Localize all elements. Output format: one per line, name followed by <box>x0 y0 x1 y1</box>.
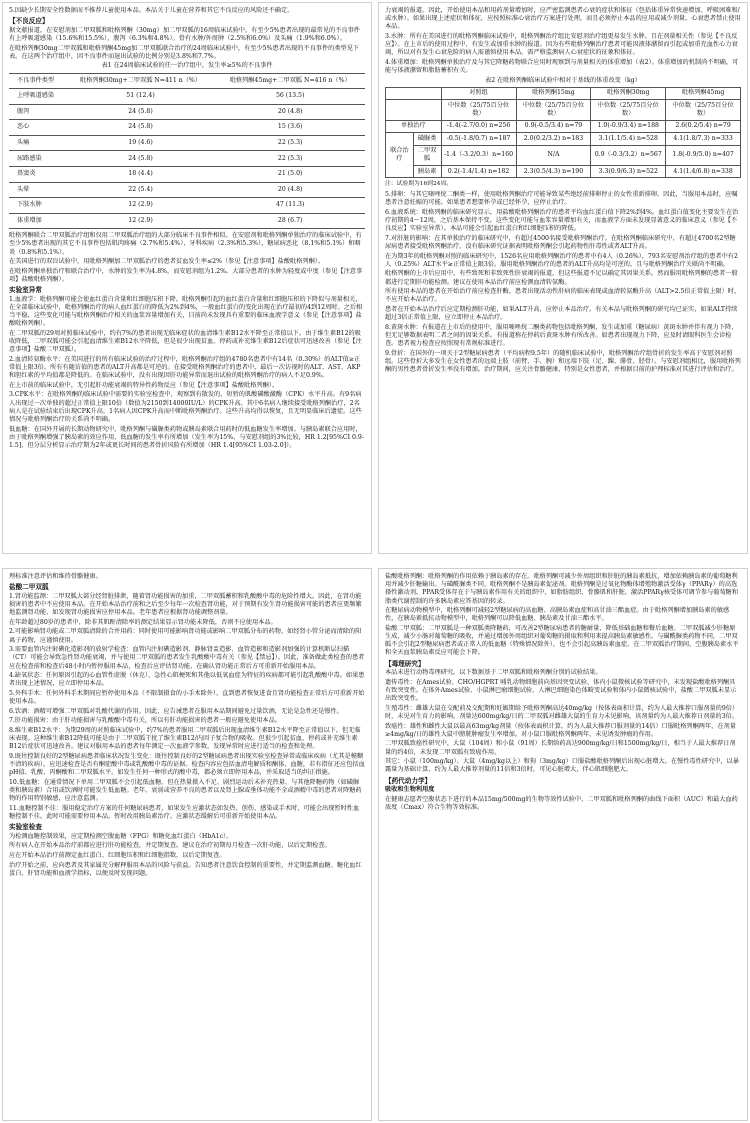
page-panel-1 <box>2 2 372 554</box>
paragraph: 7.对肝脏的影响：在其单独治疗的临床研究中，有超过4500名接受吡格列酮治疗。在吡格列酮临床研究中，有超过4700名2型糖尿病患者接受吡格列酮治疗。没有临床研究证据表明吡格列酮会引起药物性肝毒性或者ALT升高。 <box>385 234 736 251</box>
table-cell: 二甲双胍 <box>413 145 441 166</box>
paragraph: 8.维生素B12水平：为期29周的对照临床试验中，约7%的患者服用二甲双胍后出现血清维生素B12水平降至正常值以下，但无临床表现。这种维生素B12降低可能是由于二甲双胍干扰了维生素B12/内因子复合物的吸收。但很少引起贫血，停药或补充维生素B12后症状可迅速改善。建议对服用本品的患者每年测定一次血液学参数，发现异常时应进行适当的检查和处理。 <box>9 726 361 751</box>
paragraph: 5.排卵：与其它噻唑烷二酮类一样，使用吡格列酮治疗可能导致某些绝经前排卵停止的女性重新排卵。因此，当服用本品时，应嘱患者注意妊娠的可能。如果患者想要怀孕或已经怀孕，应停止治疗。 <box>385 191 738 207</box>
paragraph: 吡格列酮的上市后应用中，有些致死和非致死性肝衰竭的报道，但这些报道不足以确定其因果关系。然而服用吡格列酮的患者一般都进行定期肝功能检测。建议在使用本品治疗前应检测血清转氨酶。 <box>385 270 738 286</box>
table-header-row <box>9 73 365 89</box>
table-header-cell <box>386 87 442 99</box>
paragraph: 致癌性：雄性和雌性大鼠以最高63mg/kg剂量（按体表面积计算，约为人最大推荐口服剂量的14倍）口服吡格列酮两年，在剂量≥4mg/kg/日的雄性大鼠中膀胱肿瘤发生率增加。对小鼠口服吡格列酮两年，未见诱发肿瘤的作用。 <box>385 722 736 738</box>
paragraph: 2.可能影响肾功能或二甲双胍清除的合并用药：同时使用可能影响肾功能或影响二甲双胍分布的药物，如经肾小管分泌而清除的阳离子药物，应谨慎使用。 <box>9 628 362 644</box>
table-row <box>9 151 365 167</box>
table-cell: 2.3(0.5/4.3) n=190 <box>516 166 591 178</box>
table-row <box>386 133 741 145</box>
table-header-cell <box>386 100 442 121</box>
paragraph: 生殖毒性：雌雄大鼠在交配前及交配期和妊娠期给予吡格列酮高达40mg/kg（按体表面积计算，约为人最大推荐口服剂量的9倍）时，未见对生育力的影响。剂量达600mg/kg/日的二甲双胍对雌雄大鼠的生育力未见影响，该剂量约为人最大推荐日剂量的3倍。 <box>385 704 739 721</box>
table-cell: 24 (5.8) <box>66 120 216 136</box>
table-note: 注：试验期为16到24周。 <box>385 181 452 188</box>
table-cell: 头痛 <box>9 135 66 151</box>
table-row <box>9 213 365 229</box>
table-header-cell: 吡格列酮45mg <box>666 87 741 99</box>
table-cell: 24 (5.8) <box>66 151 216 167</box>
section-heading: 实验室检查 <box>9 823 42 832</box>
table-cell: 22 (5.3) <box>215 151 365 167</box>
paragraph: 9.骨折：在国外的一项关于2型糖尿病患者（平均病程9.5年）的随机临床试验中，吡格列酮治疗组骨折的发生率高于安慰剂对照组。这些骨折大多发生在女性患者的远端上肢（前臂、手、腕）和远端下肢（足、踝、腓骨、胫骨）。与安慰剂组相比，服用吡格列酮的男性患者骨折发生率没有增加。治疗期间，应关注骨骼健康，特别是女性患者，并根据目前的护理标准对其进行评估和治疗。 <box>385 349 741 373</box>
section-heading: 【不良反应】 <box>9 17 49 26</box>
table-cell: 19 (4.6) <box>66 135 216 151</box>
paragraph: 在二甲双胍的29周对照临床试验中，约有7%的患者出现无临床症状的血清维生素B12水平降至正常值以下。由于维生素B12的吸收降低，二甲双胍可能会引起血清维生素B12水平降低，但是很少出现贫血。停药或补充维生素B12后症状可迅速改善（参见【注意事项】盐酸二甲双胍）。 <box>9 329 362 354</box>
paragraph: 4.体重增加：吡格列酮单独治疗及与其它降糖药物联合应用时观察到与剂量相关的体重增加（表2）。体重增加的机制尚不明确，可能与体液潴留和脂肪蓄积有关。 <box>385 58 739 75</box>
paragraph: 在糖尿病动物模型中，吡格列酮可减轻2型糖尿病的高血糖、高胰岛素血症和高甘油三酯血症。由于吡格列酮增加胰岛素的敏感性，在胰岛素抵抗动物模型中，吡格列酮可以降低血糖、胰岛素及甘油三酯水平。 <box>385 607 730 623</box>
table-caption: 表1 在24周临床试验的任一治疗组中，发生率≥5%的不良事件 <box>101 62 273 70</box>
paragraph: 1.肾功能监测：二甲双胍大部分经肾脏排泄，随着肾功能损害的加重，二甲双胍蓄积和乳酸酸中毒的危险性增大。因此，在肾功能损害的患者中不应使用本品。在开始本品治疗前和之后至少每年一次检查肾功能，对于预期有发生肾功能损害可能的患者应更频繁地监测肾功能，如发现肾功能损害应停用本品。老年患者应根据肾功能调整剂量。 <box>9 592 362 617</box>
paragraph: 在吡格列酮单独治疗和联合治疗中，水肿的发生率为4.8%，而安慰剂组为1.2%。大部分患者的水肿为轻度或中度（参见【注意事项】盐酸吡格列酮）。 <box>9 267 363 283</box>
paragraph: 应在开始本品治疗前测定血红蛋白、红细胞压积和红细胞指数，以后定期复查。 <box>9 851 226 859</box>
paragraph: 10.低血糖：在通常情况下单用二甲双胍不会引起低血糖。但在热量摄入不足、剧烈运动后未补充热量、与其他降糖药物（如磺脲类和胰岛素）合用或饮酒时可能发生低血糖。老年、衰弱或营养不良的患者以及肾上腺或垂体功能不全或酒精中毒的患者对降糖药物的作用特别敏感，应注意监测。 <box>9 778 362 803</box>
table-cell: 1.0(-0.9/3.4) n=188 <box>591 120 666 132</box>
page-panel-4 <box>378 568 748 1121</box>
paragraph: 11.血糖控制不佳：服用稳定治疗方案的任何糖尿病患者，如果发生应激状态如发热、创伤、感染或手术时，可能会出现暂时性血糖控制不佳。此时可能需要停用本品，暂时改用胰岛素治疗。应激状态缓解后可重新开始使用本品。 <box>9 804 360 820</box>
section-heading: 实验室异常 <box>9 286 42 295</box>
section-heading: 【毒理研究】 <box>385 659 425 668</box>
section-heading: 盐酸二甲双胍 <box>9 583 49 592</box>
table-caption: 表2 在吡格列酮临床试验中相对于基线的体重改变（kg） <box>485 76 641 84</box>
table-cell: 15 (3.6) <box>215 120 365 136</box>
table-header-row <box>386 87 741 99</box>
table-cell: 腹泻 <box>9 104 66 120</box>
paragraph: 据文献报道，在安慰剂加二甲双胍和吡格列酮（30mg）加二甲双胍的16周临床试验中，有至少5%患者出现的最常见的不良事件有上呼吸道感染（15.6%和15.5%），腹泻（6.3%和4.8%）。骨有水肿/外周肿（2.5%和6.0%）及头痛（1.9%和6.0%）。 <box>9 26 360 43</box>
table-cell: 2.6(0.2/5.4) n=79 <box>666 120 741 132</box>
page-panel-3 <box>2 568 372 1121</box>
table-header-cell: 不良事件类型 <box>9 73 66 89</box>
table-cell: 12 (2.9) <box>66 213 216 229</box>
weight-change-table <box>385 87 741 179</box>
table-row <box>386 120 741 132</box>
paragraph: 7.肝功能损害：由于肝功能损害与乳酸酸中毒有关，所以有肝功能损害的患者一般应避免使用本品。 <box>9 717 281 725</box>
table-cell: 下肢水肿 <box>9 198 66 214</box>
table-cell: 0.2(-1.4/1.4) n=182 <box>441 166 516 178</box>
table-cell: -1.4(-2.7/0.0) n=256 <box>441 120 516 132</box>
paragraph: 9.既往控制良好的2型糖尿病患者临床状况发生变化：既往控制良好的2型糖尿病患者出现实验室检查异常或临床疾病（尤其是模糊不清的疾病），应迅速检查是否有酮症酸中毒或乳酸酸中毒的证据。检查内容应包括血清电解质和酮体、血糖，若有指征还应包括血pH值、乳酸、丙酮酸和二甲双胍水平。如发生任何一种形式的酸中毒，都必须立即停用本品，并采取适当的纠正措施。 <box>9 752 365 777</box>
table-cell: 鼻窦炎 <box>9 166 66 182</box>
paragraph: 5.外科手术：任何外科手术期间应暂停使用本品（不限制摄食的小手术除外），直到患者恢复进食且肾功能检查正常后方可重新开始使用本品。 <box>9 689 365 706</box>
table-cell: 18 (4.4) <box>66 166 216 182</box>
paragraph: 在上市前的临床试验中，无引起肝功能衰竭的特异性药物反应（参见【注意事项】盐酸吡格列酮）。 <box>9 381 279 389</box>
paragraph: 8.黄斑水肿：有报道在上市后的使用中，服用噻唑烷二酮类药物包括吡格列酮，发生或加重（糖尿病）黄斑水肿并伴有视力下降，但无足够数据表明二者之间的因果关系。有报道称在停药后黄斑水肿有所改善。如患者出现视力下降，应及时请眼科医生会诊检查。患者视力检查应按照现有常规标准进行。 <box>385 323 738 348</box>
table-header-cell: 吡格列酮15mg <box>516 87 591 99</box>
table-cell: 1.8(-0.9/5.0) n=407 <box>666 145 741 166</box>
table-row <box>9 182 365 198</box>
table-cell: 22 (5.3) <box>215 135 365 151</box>
paragraph: 所有病人在开始本品治疗前都应进行肝功能检查，并定期复查。建议在治疗初期每月检查一次肝功能，以后定期检查。 <box>9 842 331 850</box>
table-cell: 恶心 <box>9 120 66 136</box>
table-cell: 0.9(-0.5/3.4) n=79 <box>516 120 591 132</box>
subsection-heading: 吸收和生物利用度 <box>385 786 435 794</box>
table-cell: 单独治疗 <box>386 120 442 132</box>
table-cell: -1.4（-3.2/0.3）n=160 <box>441 145 516 166</box>
table-cell: 20 (4.8) <box>215 104 365 120</box>
paragraph: 盐酸吡格列酮：吡格列酮的作用依赖于胰岛素的存在。吡格列酮可减少外周组织和肝脏的胰岛素抵抗，增加依赖胰岛素的葡萄糖利用并减少肝糖输出。与磺酰脲类不同，吡格列酮不是胰岛素促泌剂。吡格列酮是过氧化物酶体增殖物激活受体γ（PPARγ）的高选择性激动剂。PPAR受体存在于与胰岛素作用有关的组织中，如脂肪组织、骨骼肌和肝脏。激活PPARγ核受体可调节参与葡萄糖和脂类代谢控制的许多胰岛素应答基因的转录。 <box>385 573 739 605</box>
adverse-events-table <box>9 73 365 230</box>
paragraph: 2.血清转氨酶水平：在美国进行的所有临床试验的治疗过程中，吡格列酮治疗组的4780名患者中有14名（0.30%）的ALT值≥正常值上限3倍。所有有随访值的患者的ALT升高都是可逆的。在接受吡格列酮治疗的患者中，最后一次访视时的ALT、AST、AKP和胆红素的平均值都是降低的。在临床试验中，没有出现因肝功能异常而退出试验的吡格列酮治疗的病人不足0.9%。 <box>9 355 361 380</box>
table-header-cell: 中位数（25/75百分位数） <box>666 100 741 121</box>
table-cell: 胰岛素 <box>413 166 441 178</box>
paragraph: 理标准注意评估和维持骨骼健康。 <box>9 573 102 580</box>
table-cell: 2.0(0.2/3.2) n=183 <box>516 133 591 145</box>
table-header-row <box>386 100 741 121</box>
paragraph: 5.因缺少长期安全性数据而不推荐儿童使用本品。本品关于儿童在营养和其它不良反应的风险还不确定。 <box>9 7 294 14</box>
table-cell: 51 (12.4) <box>66 89 216 105</box>
table-row <box>386 145 741 166</box>
table-header-cell: 吡格列酮30mg+二甲双胍 N=411 n（%） <box>66 73 216 89</box>
paragraph: 吡格列酮联合二甲双胍治疗组和仅用二甲双胍治疗组的大部分临床不良事件相似。在安慰剂和吡格列酮单独治疗的临床试验中，有至少5%患者出现的其它不良事件包括肌肉疼痛（2.7%和5.4%），牙科疾病（2.3%和5.3%），糖尿病恶化（8.1%和5.1%）和咽炎（0.8%和5.1%）。 <box>9 232 362 256</box>
table-cell: 体重增加 <box>9 213 66 229</box>
table-row <box>386 166 741 178</box>
table-cell: 4.1(1.8/7.3) n=333 <box>666 133 741 145</box>
table-header-cell: 对照组 <box>441 87 516 99</box>
section-heading: 【药代动力学】 <box>385 776 432 785</box>
paragraph: 在美国进行的双盲试验中，用吡格列酮加二甲双胍治疗的患者贫血发生率≤2%（参见【注意事项】盐酸吡格列酮）。 <box>9 258 325 266</box>
table-cell: 20 (4.8) <box>215 182 365 198</box>
table-cell: 联合治疗 <box>386 133 414 178</box>
paragraph: 治疗开始之前，应向患者及其家属充分解释服用本品的风险与获益。告知患者注意饮食控制的重要性，并定期监测血糖、糖化血红蛋白、肝肾功能和血液学指标，以便及时发现问题。 <box>9 861 362 877</box>
table-row <box>9 89 365 105</box>
table-cell: 24 (5.8) <box>66 104 216 120</box>
table-cell: 0.9（-0.3/3.2）n=567 <box>591 145 666 166</box>
paragraph: 在吡格列酮30mg二甲双胍和吡格列酮45mg加二甲双胍联合治疗的24周临床试验中，有至少5%患者出现的不良事件的类型见下表。在这两个治疗组中，因不良事件而退出试验的比例分别是3.8%和7.7%。 <box>9 44 360 60</box>
paragraph: 遗传毒性：在Ames试验、CHO/HGPRT 哺乳动物细胞前向基因突变试验、体内小鼠微核试验等研究中，未发现盐酸吡格列酮具有致突变性。在体外Ames试验、小鼠淋巴瘤细胞试验、人淋巴细胞染色体畸变试验和体内小鼠微核试验中，盐酸二甲双胍未显示出致突变性。 <box>385 678 737 703</box>
paragraph: 4.缺氧状态：任何原因引起的心血管性虚脱（休克）、急性心肌梗死和其他以低氧血症为特征的疾病都可能引起乳酸酸中毒。如果患者出现上述情况，应立即停用本品。 <box>9 672 365 688</box>
table-cell: 上呼吸道感染 <box>9 89 66 105</box>
paragraph: 所有使用本品的患者在开始治疗前应检查肝酶，患者出现活动性肝病的临床表现或血清转氨酶升高（ALT>2.5倍正常值上限）时，不应开始本品治疗。 <box>385 288 741 304</box>
table-cell: -0.5(-1.8/0.7) n=187 <box>441 133 516 145</box>
paragraph: 为检测血糖控制效果，应定期检测空腹血糖（FPG）和糖化血红蛋白（HbA1c）。 <box>9 832 233 840</box>
paragraph: 1.血液学：吡格列酮可能会使血红蛋白含量和红细胞压积下降。吡格列酮引起的血红蛋白含量和红细胞压积的下降似与剂量相关，在全部临床试验中，吡格列酮治疗的病人血红蛋白的降低为2%到4%，一般血红蛋白的变化出现在治疗最初的4到12周时。之后相当平稳，这些变化可能与吡格列酮治疗相关的血浆容量增加有关，目前尚未发现具有重要的临床血液学意义（参见【注意事项】盐酸吡格列酮）。 <box>9 295 363 328</box>
table-row <box>9 104 365 120</box>
paragraph: 在为期3年的吡格列酮对照的临床研究中，1526名应用吡格列酮治疗的患者中有4人（0.26%），793名安慰剂治疗组的患者中有2人（0.25%）ALT水平≥正常值上限3倍。服用吡格列酮治疗的患者的ALT升高均是可逆的，且与吡格列酮治疗关联尚不明确。 <box>385 252 738 268</box>
paragraph: 其它：小鼠（100mg/kg）、大鼠（4mg/kg以上）和狗（3mg/kg）口服盐酸吡格列酮后出现心脏增大。在慢性毒性研究中，以暴露量为基础计算，约为人最大推荐剂量的11倍和3倍时，可见心脏增大，伴心肌细胞肥大。 <box>385 758 739 774</box>
table-header-cell: 吡格列酮45mg+二甲双胍 N=416 n（%） <box>215 73 365 89</box>
table-cell: 47 (11.3) <box>215 198 365 214</box>
table-cell: N/A <box>516 145 591 166</box>
paragraph: 二甲双胍致癌性研究中，大鼠（104周）和小鼠（91周）长期给药高达900mg/kg/日和1500mg/kg/日，相当于人最大推荐日剂量的约4倍，未发现二甲双胍有致癌作用。 <box>385 740 736 756</box>
table-header-cell: 中位数（25/75百分位数） <box>516 100 591 121</box>
table-cell: 22 (5.4) <box>66 182 216 198</box>
table-cell: 尿路感染 <box>9 151 66 167</box>
paragraph: 盐酸二甲双胍：二甲双胍是一种双胍类降糖药，可改善2型糖尿病患者的糖耐量，降低基础血糖和餐后血糖。二甲双胍减少肝糖原生成，减少小肠对葡萄糖的吸收，并通过增加外周组织对葡萄糖的摄取和利用来提高胰岛素敏感性。与磺酰脲类药物不同，二甲双胍不会引起2型糖尿病患者或正常人的低血糖（特殊情况除外），也不会引起高胰岛素血症。在二甲双胍治疗期间，空腹胰岛素水平和全天血浆胰岛素反应可能会下降。 <box>385 624 739 657</box>
paragraph: 在年龄超过80岁的患者中，除非其肌酐清除率的测定结果显示肾功能未降低，否则不应使用本品。 <box>9 618 277 626</box>
paragraph: 6.血液系统：吡格列酮的临床研究显示，用盐酸吡格列酮治疗的患者平均血红蛋白值下降2%到4%。血红蛋白值变化主要发生在治疗初期的4～12周，之后基本保持不变。这些变化可能与血浆容量增加有关，而血液学方面未发现显著意义的临床意义（参见【不良反应】实验室异常）。本品可能会引起血红蛋白和红细胞压积的降低。 <box>385 208 739 233</box>
table-cell: 3.3(0.9/6.3) n=522 <box>591 166 666 178</box>
paragraph: 3.水肿：所有在美国进行的吡格列酮临床试验中，吡格列酮治疗组比安慰剂治疗组更易发生水肿。且在剂量相关性（参见【不良反应】）。在上市后的使用过程中，有发生或加重水肿的报道。因为有些吡格列酮治疗患者可能因液体潴留而引起或加重充血性心力衰竭，所以对有发生心衰危险的病人需谨慎使用本品。需严格监测病人心衰症状的征象和体征。 <box>385 32 738 57</box>
paragraph: 3.CPK水平：在吡格列酮的临床试验中需要的实验室检查中，观察到有散发的、短暂的肌酸磷酸激酶（CPK）水平升高。有9名病人出现过一次单独的超过正常值上限10倍（数值为2150到14000IU/L）的CPK升高。其中6名病人继续接受吡格列酮治疗，2名病人是在试验结束后出现CPK升高，1名病人因CPK升高而中断吡格列酮治疗。这些升高均得以恢复，且无明显临床后遗症。这些情况与吡格列酮治疗的关系尚不明确。 <box>9 391 362 424</box>
table-cell: 21 (5.0) <box>215 166 365 182</box>
table-cell: 磺脲类 <box>413 133 441 145</box>
table-cell: 56 (13.5) <box>215 89 365 105</box>
paragraph: 6.饮酒：酒精可增强二甲双胍对乳酸代谢的作用。因此，应告诫患者在服用本品期间避免过量饮酒，无论是急性还是慢性。 <box>9 707 343 715</box>
paragraph: 在健康志愿者空腹状态下进行的本品15mg/500mg的生物等效性试验中，二甲双胍和吡格列酮的曲线下面积（AUC）和最大血药浓度（Cmax）符合生物等效标准。 <box>385 795 738 812</box>
table-cell: 4.1(1.4/6.8) n=338 <box>666 166 741 178</box>
paragraph: 本品未进行动物毒理研究。以下数据基于二甲双胍和吡格列酮分别的试验结果。 <box>385 669 602 677</box>
table-header-cell: 中位数（25/75百分位数） <box>441 100 516 121</box>
page-panel-2 <box>378 2 748 554</box>
paragraph: 力衰竭的报道。因此，开始使用本品和用药剂量增加时，应严密监测患者心衰的症状和体征（包括体重异常快速增加、呼吸困难和/或水肿）。如果出现上述症状和体征，应按照标准心衰治疗方案进行处理，而且必须停止本品的应用或减少剂量。心衰患者禁止使用本品。 <box>385 7 741 31</box>
table-cell: 28 (6.7) <box>215 213 365 229</box>
paragraph: 低血糖：在国外开展的长期动物研究中，吡格列酮与磺脲类药物或胰岛素联合用药时的低血糖发生率增加。与胰岛素联合应用时，由于吡格列酮增强了胰岛素的效应作用，低血糖的发生率有所增加（发生率为15%，与安慰剂组的3%比较，HR 1.2[95%CI 0.9-1.5]，但分层分析显示治疗期为2年或更长时间的患者骨折风险有所增加（HR 1.4[95%CI 1.03-2.0]）。 <box>9 425 364 449</box>
table-row <box>9 166 365 182</box>
table-cell: 12 (2.9) <box>66 198 216 214</box>
table-cell: 3.1(1.1/5.4) n=528 <box>591 133 666 145</box>
paragraph: 3.需要血管内注射碘化造影剂的放射学检查：血管内注射碘造影剂，静脉肾盂造影、血管造影和造影剂加强的计算机断层扫描（CT）可能会导致急性肾功能衰竭，并与使用二甲双胍的患者发生乳酸酸中毒有关（参见【禁忌】）。因此，准备做此类检查的患者应在检查前和检查后48小时内暂停服用本品，检查后应评估肾功能，在确认肾功能正常后方可重新开始服用本品。 <box>9 646 365 670</box>
table-cell: 头晕 <box>9 182 66 198</box>
table-header-cell: 吡格列酮30mg <box>591 87 666 99</box>
table-header-cell: 中位数（25/75百分位数） <box>591 100 666 121</box>
table-row <box>9 120 365 136</box>
table-row <box>9 135 365 151</box>
table-row <box>9 198 365 214</box>
paragraph: 患者在开始本品治疗后应定期检测肝功能，如果ALT升高，应停止本品治疗。有关本品与吡格列酮的研究均已证实，如果ALT持续超过3倍正常值上限，应立即停止本品治疗。 <box>385 305 738 322</box>
